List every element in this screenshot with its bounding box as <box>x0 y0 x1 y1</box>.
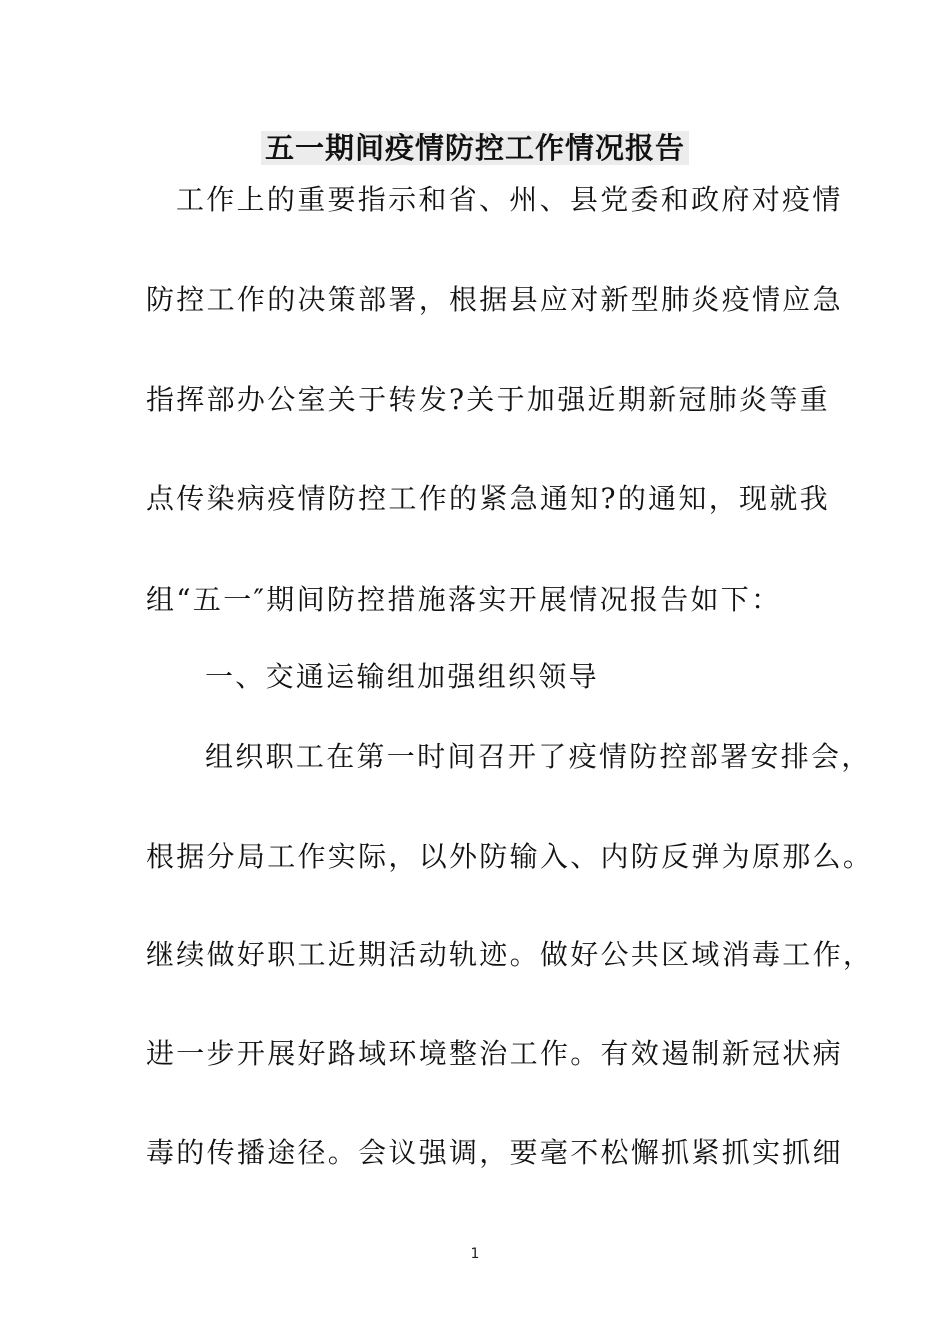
document-title-text: 五一期间疫情防控工作情况报告 <box>261 131 689 165</box>
section-line: 继续做好职工近期活动轨迹。做好公共区域消毒工作， <box>146 938 874 971</box>
paragraph-line: 点传染病疫情防控工作的紧急通知?的通知，现就我 <box>146 482 830 515</box>
section-line: 根据分局工作实际，以外防输入、内防反弹为原那么。 <box>146 840 874 873</box>
paragraph-line: 防控工作的决策部署，根据县应对新型肺炎疫情应急 <box>146 283 843 316</box>
section-line: 进一步开展好路域环境整治工作。有效遏制新冠状病 <box>146 1037 843 1070</box>
paragraph-line: 工作上的重要指示和省、州、县党委和政府对疫情 <box>176 183 843 216</box>
document-title <box>0 128 950 168</box>
paragraph-line: 组“五一″期间防控措施落实开展情况报告如下： <box>146 583 782 616</box>
section-line: 组织职工在第一时间召开了疫情防控部署安排会， <box>205 740 872 773</box>
section-line: 毒的传播途径。会议强调，要毫不松懈抓紧抓实抓细 <box>146 1136 843 1169</box>
page-number: 1 <box>470 1246 480 1262</box>
section-heading: 一、交通运输组加强组织领导 <box>205 660 599 693</box>
paragraph-line: 指挥部办公室关于转发?关于加强近期新冠肺炎等重 <box>146 383 830 416</box>
